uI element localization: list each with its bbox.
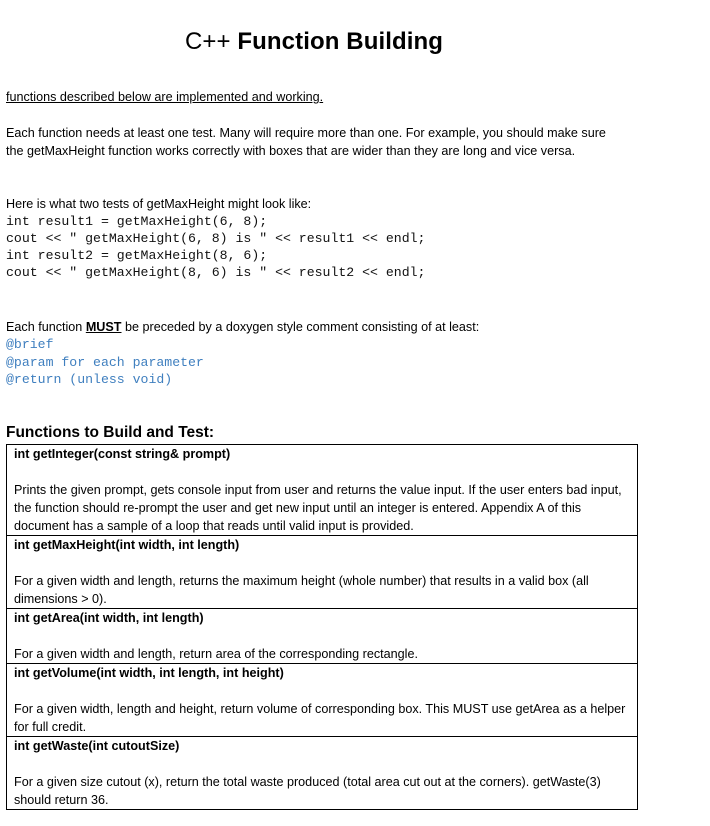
example-code-line-1: int result1 = getMaxHeight(6, 8); xyxy=(6,214,268,229)
doxygen-tag-return: @return (unless void) xyxy=(6,372,173,387)
function-signature: int getWaste(int cutoutSize) xyxy=(7,737,638,756)
title-main: Function Building xyxy=(237,28,444,55)
example-code-line-3: int result2 = getMaxHeight(8, 6); xyxy=(6,248,268,263)
function-description: For a given width and length, return area of the corresponding rectangle. xyxy=(7,627,638,664)
doxygen-tag-brief: @brief xyxy=(6,337,54,352)
function-description: For a given size cutout (x), return the total waste produced (total area cut out at the corners). getWaste(3) should return 36. xyxy=(7,755,638,810)
page-title xyxy=(0,28,628,56)
example-code-line-4: cout << " getMaxHeight(8, 6) is " << result2 << endl; xyxy=(6,265,426,280)
function-signature: int getMaxHeight(int width, int length) xyxy=(7,536,638,555)
function-signature: int getVolume(int width, int length, int height) xyxy=(7,664,638,683)
doxygen-requirement xyxy=(6,318,626,336)
doxygen-tag-param: @param for each parameter xyxy=(6,355,204,370)
doxygen-suffix: be preceded by a doxygen style comment consisting of at least: xyxy=(121,320,480,334)
function-signature: int getInteger(const string& prompt) xyxy=(7,445,638,464)
must-emphasis: MUST xyxy=(85,320,122,334)
functions-table xyxy=(6,444,638,810)
section-heading: Functions to Build and Test: xyxy=(6,424,215,441)
example-intro: Here is what two tests of getMaxHeight might look like: xyxy=(6,197,312,211)
tests-paragraph: Each function needs at least one test. Many will require more than one. For example, you should make sure the getMaxHeight function works correctly with boxes that are wider than they are long and vice versa. xyxy=(6,126,606,158)
doxygen-prefix: Each function xyxy=(6,320,86,334)
intro-line: functions described below are implemented and working. xyxy=(6,90,324,104)
function-description: Prints the given prompt, gets console input from user and returns the value input. If the user enters bad input, the function should re-prompt the user and get new input until an integer is entered. Appendix A of this document has a sample of a loop that reads until valid input is provided. xyxy=(7,463,638,536)
function-description: For a given width, length and height, return volume of corresponding box. This MUST use getArea as a helper for full credit. xyxy=(7,682,638,737)
function-description: For a given width and length, returns the maximum height (whole number) that results in a valid box (all dimensions > 0). xyxy=(7,554,638,609)
title-language: C++ xyxy=(184,28,231,55)
example-code-line-2: cout << " getMaxHeight(6, 8) is " << result1 << endl; xyxy=(6,231,426,246)
function-signature: int getArea(int width, int length) xyxy=(7,609,638,628)
